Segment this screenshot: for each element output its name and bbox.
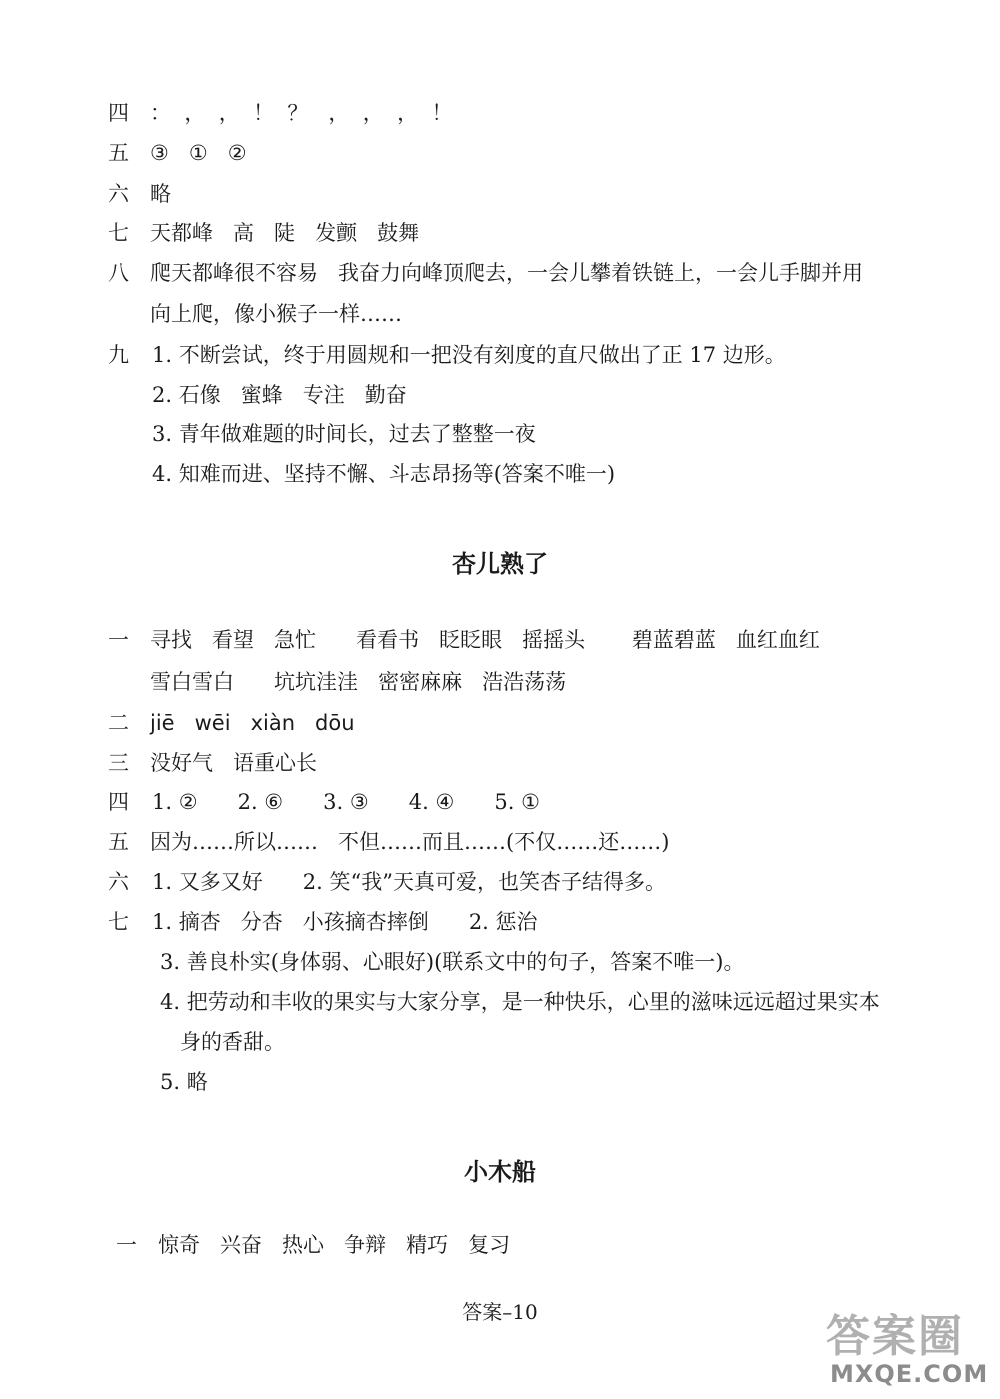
watermark-logo-text: 答案圈: [826, 1311, 964, 1362]
sub-answer: 1. 不断尝试，终于用圆规和一把没有刻度的直尺做出了正 17 边形。: [152, 343, 786, 367]
answer-text: 1. 又多又好 2. 笑“我”天真可爱，也笑杏子结得多。: [152, 870, 666, 894]
pinyin-answers: jiē wēi xiàn dōu: [150, 711, 355, 735]
sub-answer-continuation: 身的香甜。: [180, 1030, 285, 1054]
answer-text: 没好气 语重心长: [150, 751, 318, 775]
answer-number-9: 九: [108, 343, 129, 367]
answer-text-line: 雪白雪白 坑坑洼洼 密密麻麻 浩浩荡荡: [150, 670, 567, 694]
answer-text: 惊奇 兴奋 热心 争辩 精巧 复习: [158, 1233, 511, 1257]
answer-text-line: 向上爬，像小猴子一样……: [150, 302, 402, 326]
answer-number-6: 六: [108, 870, 129, 894]
site-watermark: [812, 1300, 992, 1392]
answer-number-1: 一: [108, 628, 129, 652]
sub-answer: 1. 摘杏 分杏 小孩摘杏摔倒 2. 惩治: [152, 910, 538, 934]
answer-number-8: 八: [108, 261, 129, 285]
answer-order: ③ ① ②: [150, 141, 247, 165]
answer-number-1: 一: [116, 1233, 137, 1257]
answer-number-3: 三: [108, 751, 129, 775]
sub-answer: 3. 青年做难题的时间长，过去了整整一夜: [152, 422, 536, 446]
section-title: 小木船: [464, 1158, 536, 1186]
answer-text-line: 爬天都峰很不容易 我奋力向峰顶爬去，一会儿攀着铁链上，一会儿手脚并用: [150, 261, 864, 285]
page-number: 答案–10: [462, 1300, 538, 1324]
answer-number-5: 五: [108, 141, 129, 165]
section-title: 杏儿熟了: [452, 550, 548, 578]
answer-text: 略: [150, 182, 171, 206]
sub-answer: 2. 石像 蜜蜂 专注 勤奋: [152, 383, 407, 407]
answer-number-4: 四: [108, 101, 129, 125]
sub-answer: 3. 善良朴实(身体弱、心眼好)(联系文中的句子，答案不唯一)。: [160, 950, 745, 974]
answer-text: 天都峰 高 陡 发颤 鼓舞: [150, 221, 420, 245]
answer-number-6: 六: [108, 182, 129, 206]
sub-answer: 4. 把劳动和丰收的果实与大家分享，是一种快乐，心里的滋味远远超过果实本: [160, 990, 880, 1014]
answer-matching: 1. ② 2. ⑥ 3. ③ 4. ④ 5. ①: [152, 790, 540, 814]
answer-text: 因为……所以…… 不但……而且……(不仅……还……): [150, 830, 670, 854]
sub-answer: 4. 知难而进、坚持不懈、斗志昂扬等(答案不唯一): [152, 462, 616, 486]
answer-punctuation: ： ， ， ！ ？ ， ， ， ！: [150, 101, 453, 125]
watermark-url: MXQE.COM: [830, 1360, 989, 1388]
sub-answer: 5. 略: [160, 1070, 208, 1094]
answer-number-2: 二: [108, 711, 129, 735]
answer-number-7: 七: [108, 221, 129, 245]
answer-number-7: 七: [108, 910, 129, 934]
answer-number-5: 五: [108, 830, 129, 854]
answer-number-4: 四: [108, 790, 129, 814]
answer-text-line: 寻找 看望 急忙 看看书 眨眨眼 摇摇头 碧蓝碧蓝 血红血红: [150, 628, 820, 652]
